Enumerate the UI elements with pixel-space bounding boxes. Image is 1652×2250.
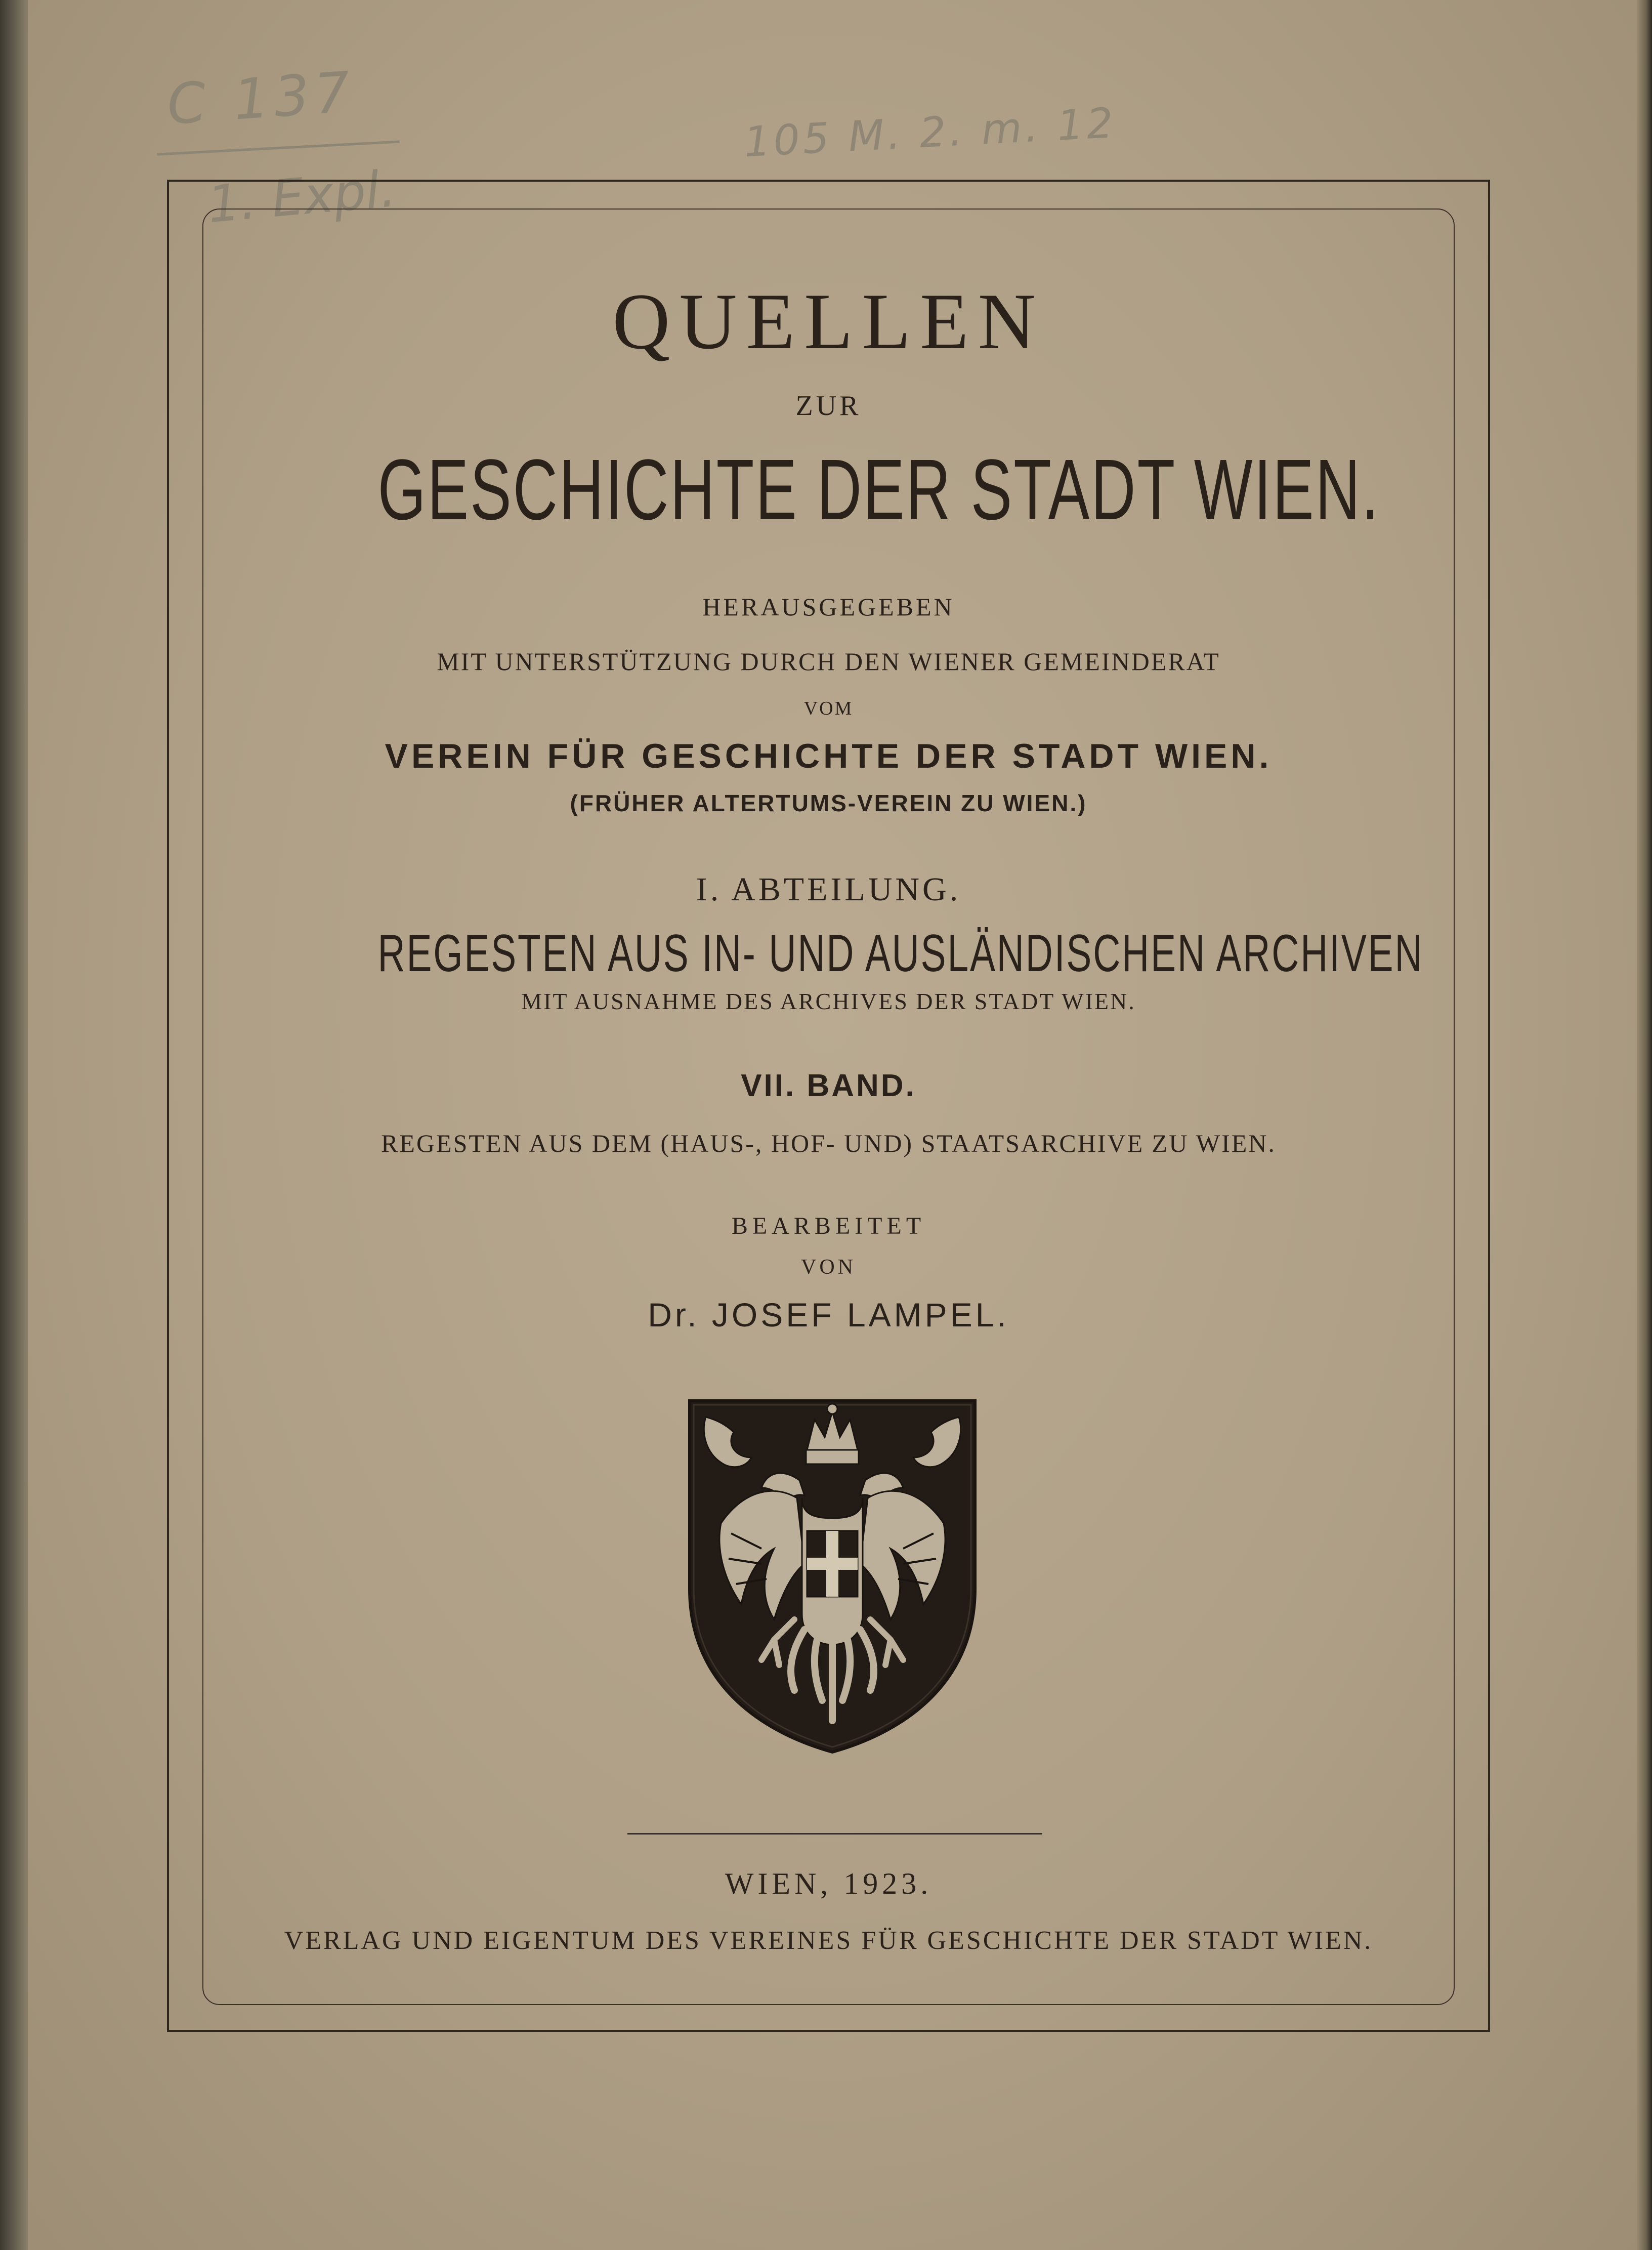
division-note: MIT AUSNAHME DES ARCHIVES DER STADT WIEN. [521, 988, 1136, 1014]
vienna-coat-of-arms-emblem [686, 1397, 979, 1756]
editor-name: Dr. JOSEF LAMPEL. [648, 1296, 1009, 1334]
division-label: I. ABTEILUNG. [696, 871, 961, 908]
vom-label: VOM [803, 698, 854, 719]
main-title: QUELLEN [612, 277, 1045, 366]
book-binding-edge [0, 0, 28, 2250]
division-title: REGESTEN AUS IN- UND AUSLÄNDISCHEN ARCHIVEN [377, 924, 1424, 983]
title-subject: GESCHICHTE DER STADT WIEN. [377, 442, 1380, 538]
volume-label: VII. BAND. [741, 1068, 916, 1103]
top-annotation: 105 M. 2. m. 12 [743, 99, 1118, 167]
edited-label: BEARBEITET [731, 1213, 926, 1239]
support-line: MIT UNTERSTÜTZUNG DURCH DEN WIENER GEMEINDERAT [437, 647, 1220, 676]
imprint-divider-rule [627, 1833, 1042, 1835]
by-label: VON [801, 1256, 856, 1279]
copy-annotation: 1. Expl. [205, 158, 398, 235]
page-edge-shadow [1637, 0, 1652, 2250]
society-name: VEREIN FÜR GESCHICHTE DER STADT WIEN. [385, 737, 1273, 775]
published-by-label: HERAUSGEGEBEN [702, 593, 955, 621]
shelfmark-annotation: C 137 [164, 59, 357, 137]
shelfmark-underline [157, 140, 400, 155]
imprint-place-year: WIEN, 1923. [725, 1867, 933, 1900]
title-connector: ZUR [795, 390, 862, 422]
volume-title: REGESTEN AUS DEM (HAUS-, HOF- UND) STAATSARCHIVE ZU WIEN. [381, 1129, 1276, 1157]
imprint-publisher: VERLAG UND EIGENTUM DES VEREINES FÜR GESCHICHTE DER STADT WIEN. [284, 1926, 1373, 1955]
society-former-name: (FRÜHER ALTERTUMS-VEREIN ZU WIEN.) [570, 790, 1087, 816]
